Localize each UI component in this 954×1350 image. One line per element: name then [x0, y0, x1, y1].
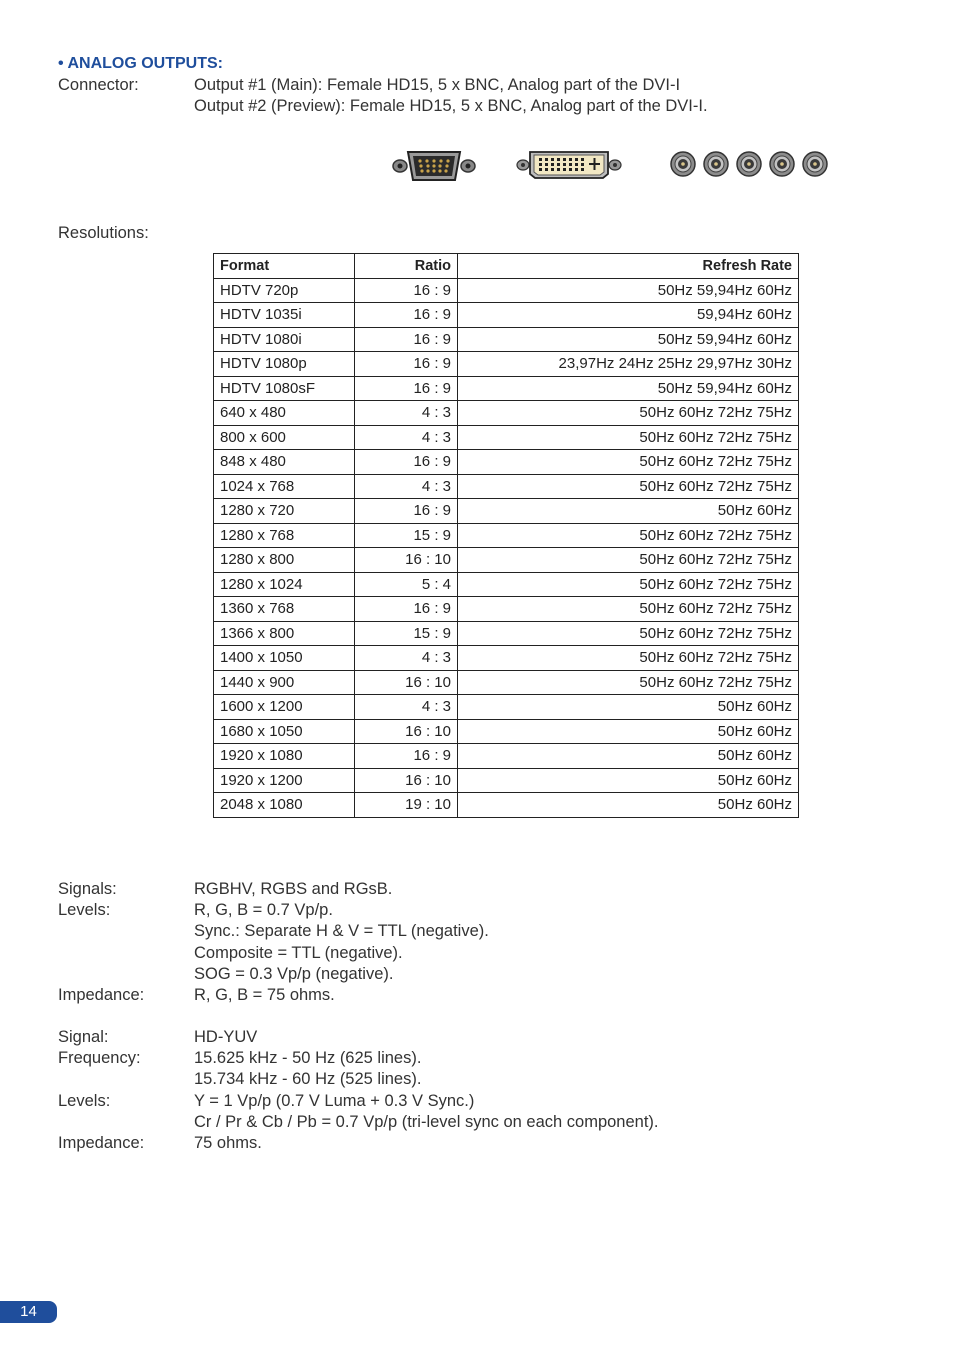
cell-ratio: 16 : 10 [355, 719, 458, 744]
cell-format: 848 x 480 [214, 450, 355, 475]
cell-ratio: 16 : 9 [355, 303, 458, 328]
spec-value: RGBHV, RGBS and RGsB. [194, 880, 393, 898]
spec-value: HD-YUV [194, 1028, 258, 1046]
cell-ratio: 16 : 9 [355, 327, 458, 352]
spec-value: Composite = TTL (negative). [194, 943, 403, 962]
spec-label: Frequency: [58, 1049, 141, 1068]
cell-format: HDTV 720p [214, 278, 355, 303]
cell-ratio: 4 : 3 [355, 646, 458, 671]
spec-value: Sync.: Separate H & V = TTL (negative). [194, 922, 489, 941]
cell-format: 1280 x 1024 [214, 572, 355, 597]
cell-ratio: 16 : 9 [355, 278, 458, 303]
cell-format: 2048 x 1080 [214, 793, 355, 818]
spec-value: 75 ohms. [194, 1134, 262, 1152]
cell-format: HDTV 1080p [214, 352, 355, 377]
cell-ratio: 16 : 9 [355, 597, 458, 622]
cell-ratio: 4 : 3 [355, 401, 458, 426]
section-heading: • ANALOG OUTPUTS: [58, 55, 223, 72]
spec-value: R, G, B = 0.7 Vp/p. [194, 901, 333, 920]
cell-format: 1680 x 1050 [214, 719, 355, 744]
resolutions-label: Resolutions: [58, 224, 149, 242]
cell-format: 640 x 480 [214, 401, 355, 426]
cell-refresh-rate: 50Hz 60Hz 72Hz 75Hz [458, 548, 799, 573]
table-header-row [214, 254, 799, 279]
spec-label: Signal: [58, 1028, 109, 1046]
cell-refresh-rate: 23,97Hz 24Hz 25Hz 29,97Hz 30Hz [458, 352, 799, 377]
connector-line-1: Output #1 (Main): Female HD15, 5 x BNC, Analog part of the DVI-I [194, 76, 681, 94]
cell-format: 1280 x 768 [214, 523, 355, 548]
table-row [214, 670, 799, 695]
table-row [214, 327, 799, 352]
header-format: Format [214, 254, 355, 279]
cell-format: 1440 x 900 [214, 670, 355, 695]
table-row [214, 401, 799, 426]
cell-ratio: 16 : 9 [355, 744, 458, 769]
cell-refresh-rate: 50Hz 60Hz [458, 793, 799, 818]
spec-label: Levels: [58, 901, 111, 920]
cell-format: 1366 x 800 [214, 621, 355, 646]
cell-refresh-rate: 59,94Hz 60Hz [458, 303, 799, 328]
cell-refresh-rate: 50Hz 60Hz 72Hz 75Hz [458, 425, 799, 450]
header-ratio: Ratio [355, 254, 458, 279]
cell-ratio: 4 : 3 [355, 695, 458, 720]
cell-refresh-rate: 50Hz 60Hz [458, 695, 799, 720]
spec-label: Impedance: [58, 1134, 145, 1152]
cell-refresh-rate: 50Hz 60Hz [458, 768, 799, 793]
cell-format: 1600 x 1200 [214, 695, 355, 720]
spec-label: Levels: [58, 1091, 111, 1110]
spec-label: Signals: [58, 880, 117, 898]
connector-images [0, 146, 954, 186]
table-row [214, 597, 799, 622]
cell-format: 1280 x 800 [214, 548, 355, 573]
cell-ratio: 16 : 9 [355, 376, 458, 401]
spec-value: 15.625 kHz - 50 Hz (625 lines). [194, 1049, 422, 1068]
cell-ratio: 16 : 10 [355, 548, 458, 573]
table-row [214, 719, 799, 744]
resolutions-table [213, 253, 799, 818]
table-row [214, 450, 799, 475]
page-number: 14 [0, 1301, 57, 1323]
table-row [214, 621, 799, 646]
spec-value: 15.734 kHz - 60 Hz (525 lines). [194, 1070, 422, 1089]
cell-format: 1920 x 1080 [214, 744, 355, 769]
cell-refresh-rate: 50Hz 60Hz 72Hz 75Hz [458, 670, 799, 695]
cell-refresh-rate: 50Hz 60Hz [458, 499, 799, 524]
cell-ratio: 19 : 10 [355, 793, 458, 818]
resolutions-table-body [214, 278, 799, 817]
cell-ratio: 16 : 9 [355, 352, 458, 377]
connector-line-2: Output #2 (Preview): Female HD15, 5 x BNC, Analog part of the DVI-I. [194, 97, 708, 115]
table-row [214, 695, 799, 720]
bnc-connectors-icon [670, 150, 830, 180]
table-row [214, 499, 799, 524]
cell-ratio: 16 : 10 [355, 768, 458, 793]
connector-label: Connector: [58, 76, 139, 94]
cell-format: HDTV 1080sF [214, 376, 355, 401]
cell-ratio: 15 : 9 [355, 523, 458, 548]
cell-refresh-rate: 50Hz 60Hz [458, 744, 799, 769]
cell-refresh-rate: 50Hz 60Hz 72Hz 75Hz [458, 401, 799, 426]
table-row [214, 352, 799, 377]
spec-value: Y = 1 Vp/p (0.7 V Luma + 0.3 V Sync.) [194, 1091, 475, 1110]
cell-refresh-rate: 50Hz 60Hz 72Hz 75Hz [458, 646, 799, 671]
cell-format: HDTV 1080i [214, 327, 355, 352]
cell-refresh-rate: 50Hz 59,94Hz 60Hz [458, 376, 799, 401]
cell-ratio: 16 : 10 [355, 670, 458, 695]
table-row [214, 303, 799, 328]
cell-refresh-rate: 50Hz 59,94Hz 60Hz [458, 278, 799, 303]
cell-refresh-rate: 50Hz 60Hz 72Hz 75Hz [458, 450, 799, 475]
cell-refresh-rate: 50Hz 60Hz 72Hz 75Hz [458, 523, 799, 548]
cell-format: 1400 x 1050 [214, 646, 355, 671]
table-row [214, 768, 799, 793]
spec-label: Impedance: [58, 986, 145, 1004]
cell-ratio: 4 : 3 [355, 474, 458, 499]
cell-format: 1280 x 720 [214, 499, 355, 524]
cell-refresh-rate: 50Hz 60Hz 72Hz 75Hz [458, 572, 799, 597]
cell-refresh-rate: 50Hz 60Hz 72Hz 75Hz [458, 621, 799, 646]
cell-format: 1920 x 1200 [214, 768, 355, 793]
table-row [214, 278, 799, 303]
table-row [214, 376, 799, 401]
cell-ratio: 4 : 3 [355, 425, 458, 450]
table-row [214, 572, 799, 597]
cell-format: 1360 x 768 [214, 597, 355, 622]
table-row [214, 548, 799, 573]
cell-format: 1024 x 768 [214, 474, 355, 499]
cell-refresh-rate: 50Hz 60Hz 72Hz 75Hz [458, 597, 799, 622]
spec-value: R, G, B = 75 ohms. [194, 986, 335, 1004]
cell-ratio: 5 : 4 [355, 572, 458, 597]
table-row [214, 646, 799, 671]
dvi-i-connector-icon [516, 150, 622, 180]
cell-refresh-rate: 50Hz 60Hz 72Hz 75Hz [458, 474, 799, 499]
cell-ratio: 16 : 9 [355, 499, 458, 524]
cell-refresh-rate: 50Hz 59,94Hz 60Hz [458, 327, 799, 352]
table-row [214, 744, 799, 769]
cell-format: 800 x 600 [214, 425, 355, 450]
header-refresh-rate: Refresh Rate [458, 254, 799, 279]
spec-value: Cr / Pr & Cb / Pb = 0.7 Vp/p (tri-level sync on each component). [194, 1112, 659, 1131]
table-row [214, 793, 799, 818]
cell-ratio: 16 : 9 [355, 450, 458, 475]
cell-refresh-rate: 50Hz 60Hz [458, 719, 799, 744]
table-row [214, 474, 799, 499]
table-row [214, 523, 799, 548]
hd15-connector-icon [392, 149, 476, 183]
spec-value: SOG = 0.3 Vp/p (negative). [194, 964, 394, 983]
cell-format: HDTV 1035i [214, 303, 355, 328]
table-row [214, 425, 799, 450]
cell-ratio: 15 : 9 [355, 621, 458, 646]
